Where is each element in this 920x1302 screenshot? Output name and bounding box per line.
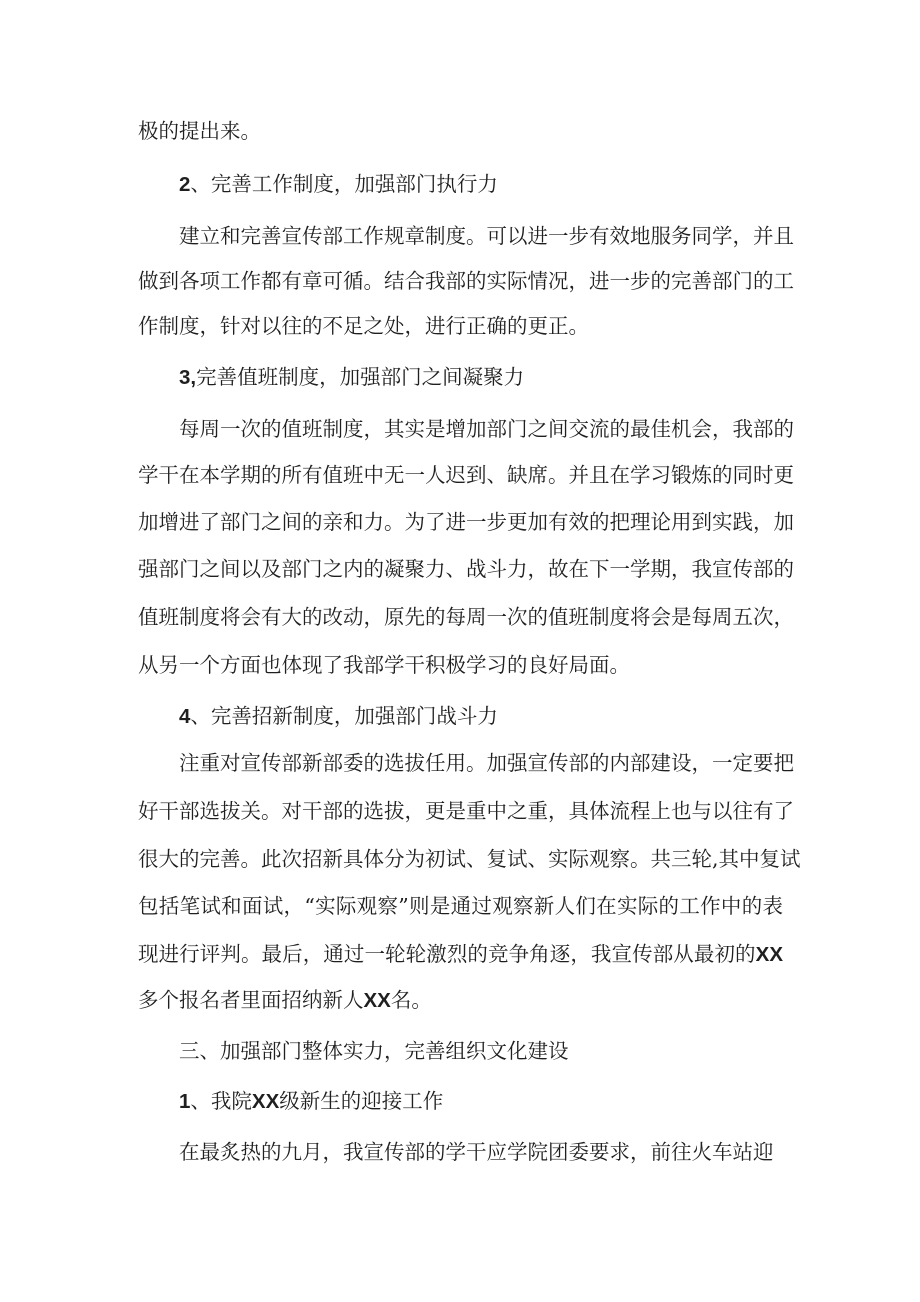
text: 建立和完善宣传部工作规章制度。可以进一步有效地服务同学，并且: [179, 224, 794, 248]
text: 加增进了部门之间的亲和力。为了进一步更加有效的把理论用到实践，加: [138, 510, 794, 534]
heading-text: 完善值班制度，加强部门之间凝聚力: [196, 365, 525, 389]
paragraph-line: [138, 944, 783, 966]
paragraph-line: [138, 463, 794, 487]
paragraph-line: [138, 655, 630, 676]
paragraph-line: [138, 557, 794, 581]
text: 值班制度将会有大的改动，原先的每周一次的值班制度将会是每周五次，: [138, 605, 794, 629]
text: 学干在本学期的所有值班中无一人迟到、缺席。并且在学习锻炼的同时更: [138, 463, 794, 487]
paragraph-line: [138, 847, 801, 871]
paragraph-line: [138, 605, 794, 629]
heading-number: 1: [179, 1090, 191, 1113]
text: 多个报名者里面招纳新人: [138, 988, 364, 1012]
paragraph-line: [138, 510, 794, 534]
heading-text: 、完善工作制度，加强部门执行力: [190, 172, 498, 196]
paragraph-line: [179, 224, 794, 248]
text: 强部门之间以及部门之内的凝聚力、战斗力，故在下一学期，我宣传部的: [138, 557, 794, 581]
heading-text: 、完善招新制度，加强部门战斗力: [190, 704, 498, 728]
paragraph-line: [138, 316, 589, 337]
paragraph-line: [179, 417, 794, 441]
paragraph-line: [179, 1142, 774, 1163]
placeholder-xx: XX: [755, 943, 783, 966]
section-heading: [179, 367, 524, 389]
text: 在最炙热的九月，我宣传部的学干应学院团委要求，前往火车站迎: [179, 1140, 774, 1164]
placeholder-xx: XX: [251, 1090, 280, 1113]
heading-number: 3,: [179, 366, 197, 389]
paragraph-continuation: [138, 121, 261, 142]
heading-text: 、我院: [190, 1089, 252, 1113]
section-heading: [179, 706, 498, 728]
text: 包括笔试和面试，“实际观察”则是通过观察新人们在实际的工作中的表: [138, 894, 783, 918]
text: 每周一次的值班制度，其实是增加部门之间交流的最佳机会，我部的: [179, 417, 794, 441]
heading-number: 2: [179, 173, 191, 196]
heading-text: 级新生的迎接工作: [279, 1089, 444, 1113]
text: 注重对宣传部新部委的选拔任用。加强宣传部的内部建设，一定要把: [179, 751, 794, 775]
text: 很大的完善。此次招新具体分为初试、复试、实际观察。共三轮,其中复试: [138, 847, 801, 871]
section-heading: [179, 1091, 443, 1113]
chapter-heading: [179, 1041, 569, 1062]
heading-number: 4: [179, 705, 191, 728]
text: 从另一个方面也体现了我部学干积极学习的良好局面。: [138, 653, 630, 677]
heading-text: 三、加强部门整体实力，完善组织文化建设: [179, 1039, 569, 1063]
paragraph-line: [138, 896, 783, 917]
text: 做到各项工作都有章可循。结合我部的实际情况，进一步的完善部门的工: [138, 269, 794, 293]
text: 名。: [390, 988, 432, 1012]
text: 作制度，针对以往的不足之处，进行正确的更正。: [138, 314, 589, 338]
text: 好干部选拔关。对干部的选拔，更是重中之重，具体流程上也与以往有了: [138, 799, 794, 823]
paragraph-line: [138, 799, 794, 823]
section-heading: [179, 174, 498, 196]
text: 极的提出来。: [138, 119, 261, 143]
text: 现进行评判。最后，通过一轮轮激烈的竞争角逐，我宣传部从最初的: [138, 942, 756, 966]
paragraph-line: [179, 751, 794, 775]
paragraph-line: [138, 990, 432, 1012]
paragraph-line: [138, 269, 794, 293]
placeholder-xx: XX: [363, 989, 391, 1012]
